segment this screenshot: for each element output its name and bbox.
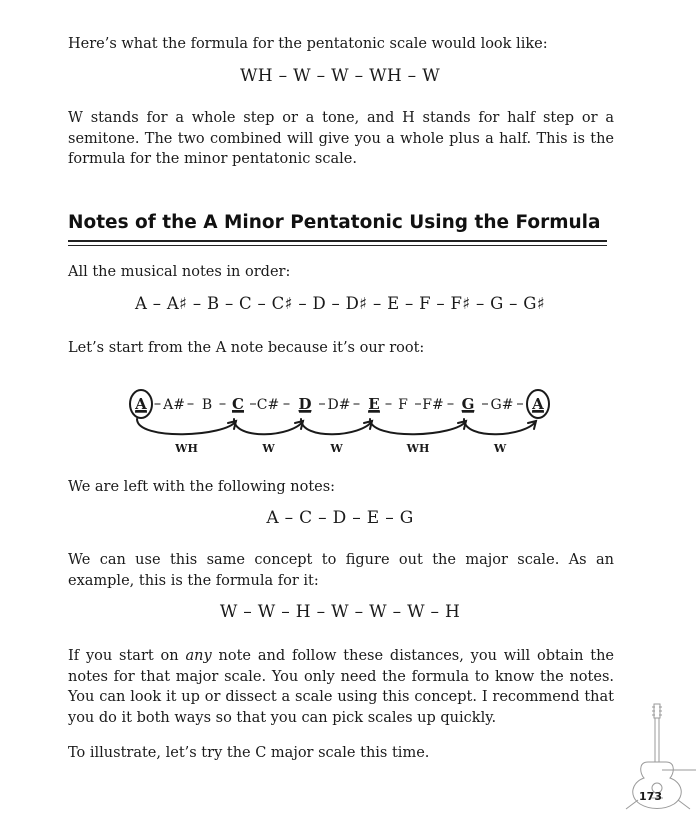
pentatonic-step-diagram [0,378,697,460]
emphasis-any: any [185,648,212,664]
diagram-note-3: C [232,395,244,413]
step-arc-4 [464,419,536,434]
diagram-note-0: A [135,395,147,413]
distances-text-before: If you start on [68,648,186,664]
distances-paragraph [68,646,614,728]
diagram-note-11: G# [490,397,514,413]
step-arc-3 [370,419,466,434]
all-notes-sequence: A – A♯ – B – C – C♯ – D – D♯ – E – F – F♯ – G – G♯ [134,294,546,313]
diagram-note-6: D# [327,397,351,413]
section-heading: Notes of the A Minor Pentatonic Using the Formula [68,212,601,233]
illustrate-paragraph: To illustrate, let’s try the C major scale this time. [68,745,430,761]
diagram-note-5: D [298,395,312,413]
diagram-note-9: F# [422,397,444,413]
pentatonic-formula: WH – W – W – WH – W [240,66,440,86]
start-paragraph: Let’s start from the A note because it’s our root: [68,340,425,356]
diagram-note-10: G [461,395,475,413]
diagram-note-8: F [398,397,408,413]
intro-paragraph: Here’s what the formula for the pentatonic scale would look like: [68,36,548,52]
page-number: 173 [639,790,662,803]
step-label-2: W [330,442,343,455]
step-label-1: W [262,442,275,455]
step-arcs [137,419,536,455]
all-notes-label: All the musical notes in order: [68,264,291,280]
heading-rule-bottom [68,245,607,246]
result-notes: A – C – D – E – G [266,508,414,528]
diagram-note-4: C# [256,397,280,413]
explanation-paragraph: W stands for a whole step or a tone, and H stands for half step or a semitone. The two combined will give you a whole plus a half. This is the formula for the minor pentatonic scale. [68,110,614,167]
step-arc-0 [137,419,236,434]
diagram-note-7: E [368,395,380,413]
left-with-paragraph: We are left with the following notes: [68,479,336,495]
diagram-note-1: A# [163,397,185,413]
major-concept-paragraph: We can use this same concept to figure out the major scale. As an example, this is the formula for it: [68,552,614,589]
step-arc-2 [301,419,372,434]
step-label-0: WH [175,442,198,455]
distances-text-after: note and follow these distances, you will obtain the notes for that major scale. You only need the formula to know the notes. You can look it up or dissect a scale using this concept. I recommend that you do it both ways so that you can pick scales up quickly. [68,648,615,726]
step-label-3: WH [406,442,430,455]
note-row [130,390,549,418]
step-label-4: W [493,442,507,455]
heading-rule-top [68,240,607,242]
diagram-note-12: A [532,395,544,413]
step-arc-1 [234,419,303,434]
diagram-note-2: B [201,397,213,413]
major-formula: W – W – H – W – W – W – H [219,602,461,622]
